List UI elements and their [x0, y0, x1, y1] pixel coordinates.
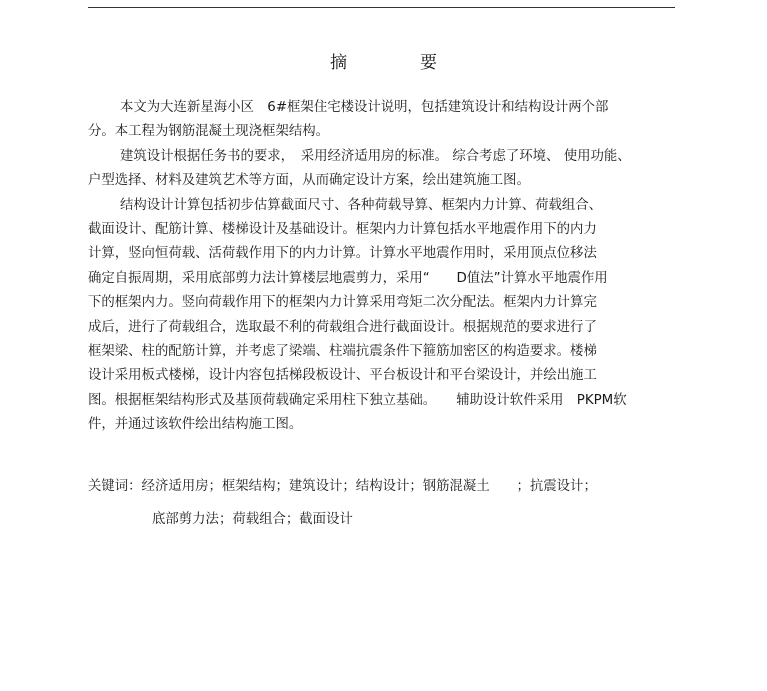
abstract-line: 户型选择、材料及建筑艺术等方面，从而确定设计方案，绘出建筑施工图。: [88, 173, 530, 189]
abstract-line: 确定自振周期，采用底部剪力法计算楼层地震剪力，采用“ D值法”计算水平地震作用: [88, 270, 608, 286]
abstract-line: 图。根据框架结构形式及基顶荷载确定采用柱下独立基础。 辅助设计软件采用 PKPM软: [88, 392, 627, 408]
abstract-line: 成后，进行了荷载组合，选取最不利的荷载组合进行截面设计。根据规范的要求进行了: [88, 319, 597, 335]
keywords-line: 关键词：经济适用房；框架结构；建筑设计；结构设计；钢筋混凝土 ；抗震设计；: [88, 479, 597, 494]
keywords-line-continued: 底部剪力法；荷载组合；截面设计: [152, 512, 353, 527]
abstract-line: 框架梁、柱的配筋计算，并考虑了梁端、柱端抗震条件下箍筋加密区的构造要求。楼梯: [88, 343, 597, 359]
header-rule: [88, 7, 675, 8]
abstract-line: 截面设计、配筋计算、楼梯设计及基础设计。框架内力计算包括水平地震作用下的内力: [88, 221, 597, 237]
abstract-line: 建筑设计根据任务书的要求， 采用经济适用房的标准。 综合考虑了环境、 使用功能、: [120, 148, 631, 164]
abstract-body: [88, 96, 680, 437]
abstract-line: 分。本工程为钢筋混凝土现浇框架结构。: [88, 124, 330, 140]
abstract-line: 件，并通过该软件绘出结构施工图。: [88, 417, 303, 433]
abstract-line: 结构设计计算包括初步估算截面尺寸、各种荷载导算、框架内力计算、荷载组合、: [120, 197, 603, 213]
abstract-line: 设计采用板式楼梯，设计内容包括梯段板设计、平台板设计和平台梁设计，并绘出施工: [88, 368, 597, 384]
abstract-line: 下的框架内力。竖向荷载作用下的框架内力计算采用弯矩二次分配法。框架内力计算完: [88, 295, 597, 311]
abstract-title: 摘 要: [330, 53, 465, 73]
abstract-line: 计算，竖向恒荷载、活荷载作用下的内力计算。计算水平地震作用时，采用顶点位移法: [88, 246, 597, 262]
abstract-line: 本文为大连新星海小区 6#框架住宅楼设计说明，包括建筑设计和结构设计两个部: [120, 100, 609, 115]
keywords-block: [88, 476, 680, 531]
